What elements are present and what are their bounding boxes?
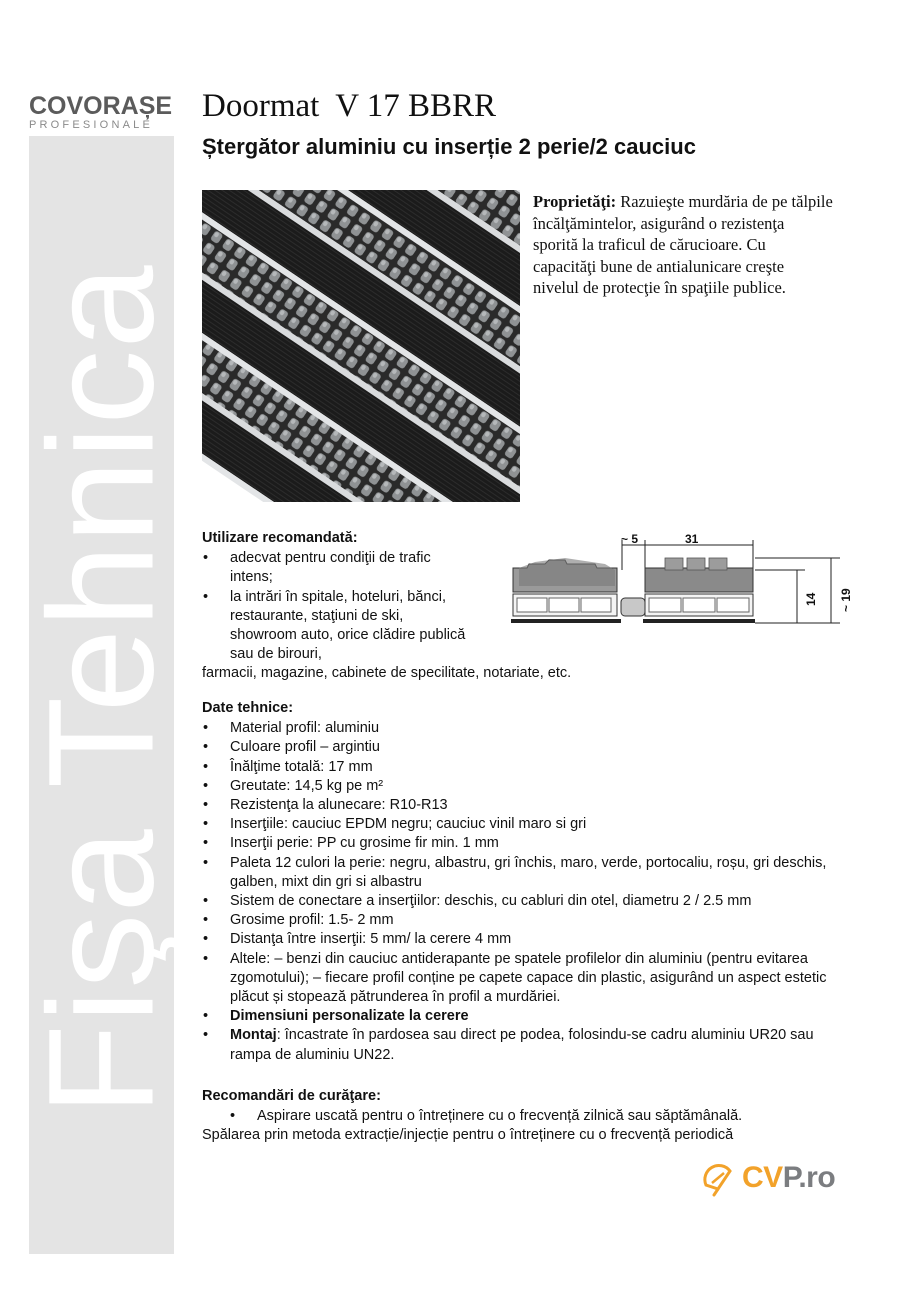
product-photo	[202, 190, 520, 502]
list-item-text: Inserţii perie: PP cu grosime fir min. 1 mm	[230, 835, 499, 852]
page-title: Doormat V 17 BBRR	[202, 88, 496, 124]
umbrella-icon	[700, 1159, 740, 1199]
list-item-bold: Montaj	[230, 1027, 277, 1044]
list-item	[202, 834, 827, 853]
page-subtitle: Ștergător aluminiu cu inserție 2 perie/2 cauciuc	[202, 134, 696, 159]
list-item-text: Rezistenţa la alunecare: R10-R13	[230, 797, 448, 814]
technical-data-list	[202, 719, 827, 1065]
list-item-text: Grosime profil: 1.5- 2 mm	[230, 912, 394, 929]
cross-section-diagram	[505, 530, 860, 635]
list-item: • Aspirare uscată pentru o întreținere cu o frecvență zilnică sau săptămânală.	[202, 1107, 822, 1126]
cvp-wordmark-part2: P.ro	[782, 1161, 836, 1194]
list-item: • adecvat pentru condiţii de trafic intens;	[202, 549, 470, 587]
list-item-text: la intrări în spitale, hoteluri, bănci, restaurante, staţiuni de ski, showroom auto, orice clădire publică sau de birouri,	[230, 588, 466, 663]
list-item	[202, 892, 827, 911]
list-item-text: Material profil: aluminiu	[230, 720, 380, 737]
list-item-text: : încastrate în pardosea sau direct pe podea, folosindu-se cadru aluminiu UR20 sau rampa de aluminiu UN22.	[230, 1027, 814, 1063]
dimension-height-label: 14	[804, 592, 818, 606]
list-item	[202, 758, 827, 777]
list-item-text: Paleta 12 culori la perie: negru, albastru, gri închis, maro, verde, portocaliu, roșu, gri deschis, galben, mixt din gri si albastru	[230, 854, 827, 890]
cleaning-heading: Recomandări de curăţare:	[202, 1088, 381, 1104]
logo-wordmark: COVORAȘE	[29, 92, 173, 120]
list-item-text: Sistem de conectare a inserţiilor: deschis, cu cabluri din otel, diametru 2 / 2.5 mm	[230, 893, 752, 910]
list-item	[202, 588, 572, 684]
properties-label: Proprietăţi:	[533, 192, 617, 211]
list-item	[202, 930, 827, 949]
cleaning-continuation: Spălarea prin metoda extracție/injecție pentru o întreținere cu o frecvență periodică	[202, 1127, 734, 1144]
list-item	[202, 1007, 827, 1026]
sidebar-vertical-title: Fişa Tehnica	[16, 264, 185, 1116]
properties-text	[533, 191, 833, 299]
properties-description: Razuieşte murdăria de pe tălpile încălţămintelor, asigurând o rezistenţa sporită la traficul de cărucioare. Cu capacităţi bune de antialunicare creşte nivelul de protecţie în spaţiile publice.	[533, 192, 833, 297]
list-item-text: Culoare profil – argintiu	[230, 739, 380, 756]
list-item-text: Înălţime totală: 17 mm	[230, 758, 373, 775]
cleaning-section	[202, 1087, 822, 1146]
recommended-use-heading: Utilizare recomandată:	[202, 530, 358, 546]
cvp-brand-logo	[700, 1155, 860, 1205]
dimension-gap-label: ~ 5	[621, 532, 639, 546]
list-item	[202, 950, 827, 1008]
list-item-text: Distanţa între inserţii: 5 mm/ la cerere 4 mm	[230, 931, 512, 948]
list-item	[202, 1026, 827, 1064]
list-item	[202, 796, 827, 815]
company-logo	[29, 92, 179, 132]
logo-tagline: PROFESIONALE	[29, 119, 153, 131]
dimension-total-height-label: ~ 19	[839, 588, 853, 612]
cvp-wordmark-part1: CV	[742, 1161, 783, 1194]
cvp-wordmark	[742, 1161, 835, 1195]
list-item-text: Greutate: 14,5 kg pe m²	[230, 777, 384, 794]
list-item-text: Inserţiile: cauciuc EPDM negru; cauciuc vinil maro si gri	[230, 816, 587, 833]
list-item	[202, 815, 827, 834]
technical-data-section	[202, 699, 827, 1065]
list-item-bold: Dimensiuni personalizate la cerere	[230, 1008, 469, 1025]
dimension-width-label: 31	[685, 532, 699, 546]
list-item	[202, 719, 827, 738]
list-item-continuation: farmacii, magazine, cabinete de specilitate, notariate, etc.	[202, 665, 572, 682]
list-item	[202, 911, 827, 930]
list-item-text: Altele: – benzi din cauciuc antiderapante pe spatele profilelor din aluminiu (pentru evitarea zgomotului); – fiecare profil conține pe capete capace din plastic, asigurând un aspect estetic plăcut și stopează pătrunderea în profil a murdăriei.	[230, 950, 827, 1006]
list-item	[202, 777, 827, 796]
technical-data-heading: Date tehnice:	[202, 700, 294, 716]
list-item	[202, 738, 827, 757]
list-item	[202, 854, 827, 892]
